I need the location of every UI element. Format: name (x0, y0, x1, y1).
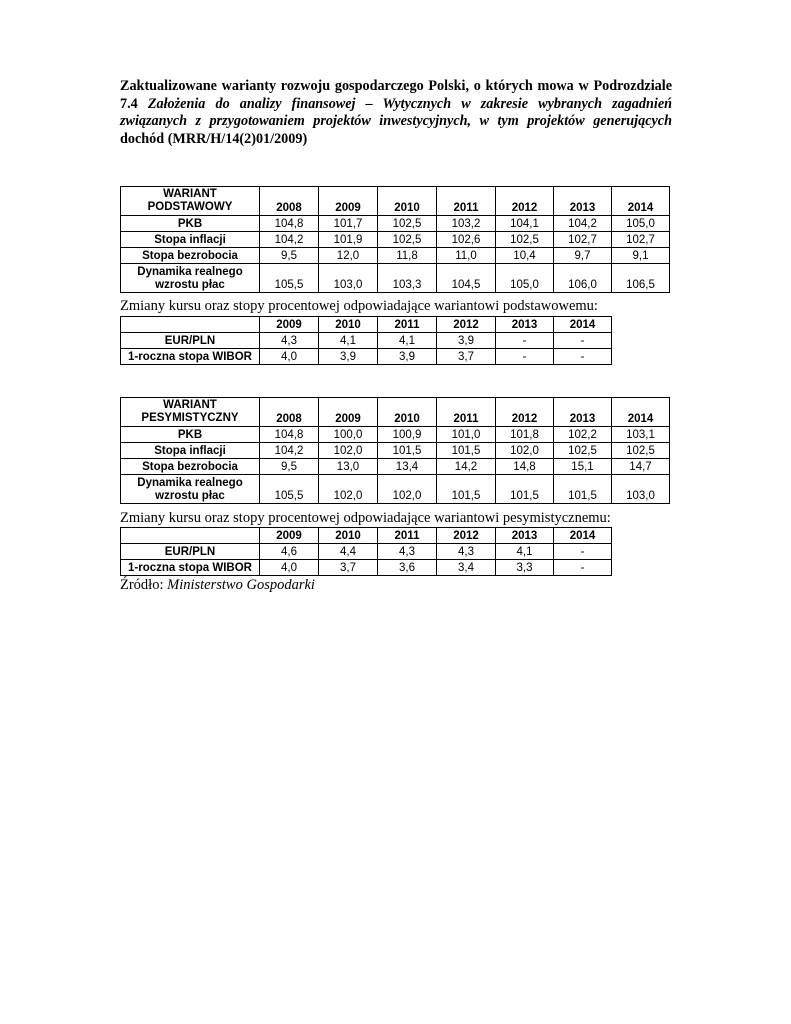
baseline-rates-caption: Zmiany kursu oraz stopy procentowej odpowiadające wariantowi podstawowemu: (120, 298, 598, 314)
row-label: PKB (121, 427, 260, 443)
table-cell: 104,5 (437, 264, 496, 293)
table-cell: - (554, 333, 612, 349)
table-cell: 106,5 (612, 264, 670, 293)
baseline-forecast-table (120, 186, 670, 293)
table-cell: 101,5 (437, 475, 496, 504)
year-header: 2014 (554, 317, 612, 333)
table-cell: 101,7 (319, 216, 378, 232)
table-cell: 102,7 (554, 232, 612, 248)
table-cell: 102,5 (554, 443, 612, 459)
table-cell: 102,0 (319, 443, 378, 459)
table-cell: 14,2 (437, 459, 496, 475)
table-cell: 3,6 (378, 560, 437, 576)
row-label: EUR/PLN (121, 544, 260, 560)
table-cell: - (554, 560, 612, 576)
year-header: 2011 (378, 317, 437, 333)
table-cell: 104,2 (260, 232, 319, 248)
table-row (121, 248, 670, 264)
table-cell: 105,0 (496, 264, 554, 293)
empty-header (121, 317, 260, 333)
table-cell: 11,0 (437, 248, 496, 264)
year-header: 2010 (378, 187, 437, 216)
table-row (121, 544, 612, 560)
table-cell: 4,4 (319, 544, 378, 560)
year-header: 2010 (378, 398, 437, 427)
table-cell: 12,0 (319, 248, 378, 264)
table-cell: 105,5 (260, 264, 319, 293)
year-header: 2009 (319, 398, 378, 427)
year-header: 2011 (437, 187, 496, 216)
table-cell: 15,1 (554, 459, 612, 475)
table-cell: 104,8 (260, 427, 319, 443)
table-cell: 104,2 (260, 443, 319, 459)
table-cell: 101,5 (554, 475, 612, 504)
table-cell: 4,1 (378, 333, 437, 349)
table-row (121, 264, 670, 293)
table-row (121, 333, 612, 349)
table-cell: 4,0 (260, 560, 319, 576)
table-cell: 3,9 (378, 349, 437, 365)
table-cell: 103,2 (437, 216, 496, 232)
source-note (120, 577, 315, 593)
table-cell: 104,8 (260, 216, 319, 232)
pessimistic-rates-table (120, 527, 612, 576)
table-cell: 13,0 (319, 459, 378, 475)
year-header: 2008 (260, 187, 319, 216)
table-cell: - (496, 333, 554, 349)
year-header: 2008 (260, 398, 319, 427)
table-cell: 102,0 (378, 475, 437, 504)
table-cell: 102,2 (554, 427, 612, 443)
table-cell: 101,5 (437, 443, 496, 459)
table-cell: 102,5 (378, 216, 437, 232)
baseline-rates-table (120, 316, 612, 365)
year-header: 2010 (319, 528, 378, 544)
source-prefix: Źródło: (120, 577, 168, 593)
table-cell: 102,5 (378, 232, 437, 248)
table-cell: 105,0 (612, 216, 670, 232)
table-row (121, 475, 670, 504)
row-label: Stopa inflacji (121, 443, 260, 459)
table-cell: 103,3 (378, 264, 437, 293)
source-name: Ministerstwo Gospodarki (167, 577, 315, 593)
table-cell: 102,5 (496, 232, 554, 248)
table-cell: 3,3 (496, 560, 554, 576)
table-cell: 102,7 (612, 232, 670, 248)
table-row (121, 216, 670, 232)
table-cell: 101,5 (378, 443, 437, 459)
table-cell: 102,5 (612, 443, 670, 459)
table-cell: - (496, 349, 554, 365)
year-header: 2014 (612, 398, 670, 427)
table-row (121, 443, 670, 459)
row-label: 1-roczna stopa WIBOR (121, 349, 260, 365)
table-cell: 14,8 (496, 459, 554, 475)
row-label: PKB (121, 216, 260, 232)
table-row (121, 232, 670, 248)
table-title: WARIANT PODSTAWOWY (121, 187, 260, 216)
table-cell: 101,9 (319, 232, 378, 248)
table-row (121, 560, 612, 576)
table-row (121, 459, 670, 475)
row-label: 1-roczna stopa WIBOR (121, 560, 260, 576)
table-cell: 9,5 (260, 248, 319, 264)
row-label: Stopa bezrobocia (121, 459, 260, 475)
table-cell: 3,4 (437, 560, 496, 576)
table-cell: 9,5 (260, 459, 319, 475)
table-cell: 104,1 (496, 216, 554, 232)
table-cell: 3,7 (319, 560, 378, 576)
table-cell: 9,1 (612, 248, 670, 264)
table-cell: 4,3 (437, 544, 496, 560)
table-cell: 100,9 (378, 427, 437, 443)
table-cell: 10,4 (496, 248, 554, 264)
year-header: 2014 (612, 187, 670, 216)
table-cell: 4,1 (496, 544, 554, 560)
year-header: 2013 (496, 528, 554, 544)
year-header: 2014 (554, 528, 612, 544)
row-label: EUR/PLN (121, 333, 260, 349)
year-header: 2009 (319, 187, 378, 216)
table-cell: 102,0 (496, 443, 554, 459)
empty-header (121, 528, 260, 544)
table-cell: 4,0 (260, 349, 319, 365)
table-cell: 102,0 (319, 475, 378, 504)
year-header: 2012 (437, 317, 496, 333)
table-cell: 14,7 (612, 459, 670, 475)
year-header: 2012 (496, 398, 554, 427)
table-cell: 3,9 (437, 333, 496, 349)
table-cell: 3,7 (437, 349, 496, 365)
document-heading (120, 78, 672, 148)
pessimistic-forecast-table (120, 397, 670, 504)
year-header: 2012 (496, 187, 554, 216)
table-cell: 101,0 (437, 427, 496, 443)
table-cell: - (554, 544, 612, 560)
table-cell: 100,0 (319, 427, 378, 443)
year-header: 2010 (319, 317, 378, 333)
table-cell: 101,5 (496, 475, 554, 504)
table-cell: 102,6 (437, 232, 496, 248)
table-cell: 4,3 (260, 333, 319, 349)
table-cell: - (554, 349, 612, 365)
table-cell: 101,8 (496, 427, 554, 443)
table-row (121, 349, 612, 365)
pessimistic-rates-caption: Zmiany kursu oraz stopy procentowej odpowiadające wariantowi pesymistycznemu: (120, 510, 611, 526)
table-cell: 13,4 (378, 459, 437, 475)
table-cell: 4,3 (378, 544, 437, 560)
table-cell: 4,1 (319, 333, 378, 349)
table-title: WARIANT PESYMISTYCZNY (121, 398, 260, 427)
year-header: 2013 (496, 317, 554, 333)
table-cell: 9,7 (554, 248, 612, 264)
year-header: 2012 (437, 528, 496, 544)
row-label: Stopa bezrobocia (121, 248, 260, 264)
table-cell: 3,9 (319, 349, 378, 365)
table-cell: 103,0 (319, 264, 378, 293)
year-header: 2011 (378, 528, 437, 544)
table-row (121, 427, 670, 443)
year-header: 2013 (554, 187, 612, 216)
table-cell: 104,2 (554, 216, 612, 232)
table-cell: 105,5 (260, 475, 319, 504)
table-cell: 103,0 (612, 475, 670, 504)
year-header: 2013 (554, 398, 612, 427)
year-header: 2009 (260, 317, 319, 333)
row-label: Stopa inflacji (121, 232, 260, 248)
year-header: 2011 (437, 398, 496, 427)
table-cell: 4,6 (260, 544, 319, 560)
table-cell: 106,0 (554, 264, 612, 293)
row-label: Dynamika realnego wzrostu płac (121, 264, 260, 293)
row-label: Dynamika realnego wzrostu płac (121, 475, 260, 504)
heading-part3: dochód (MRR/H/14(2)01/2009) (120, 130, 308, 147)
table-cell: 103,1 (612, 427, 670, 443)
table-cell: 11,8 (378, 248, 437, 264)
year-header: 2009 (260, 528, 319, 544)
heading-part2-italic: Założenia do analizy finansowej – Wytycznych w zakresie wybranych zagadnień związanych z przygotowaniem projektów inwestycyjnych, w tym projektów generujących (120, 95, 673, 129)
heading-part1: Zaktualizowane warianty rozwoju gospodarczego Polski, o których mowa w Podrozdziale 7.4 (120, 78, 672, 112)
